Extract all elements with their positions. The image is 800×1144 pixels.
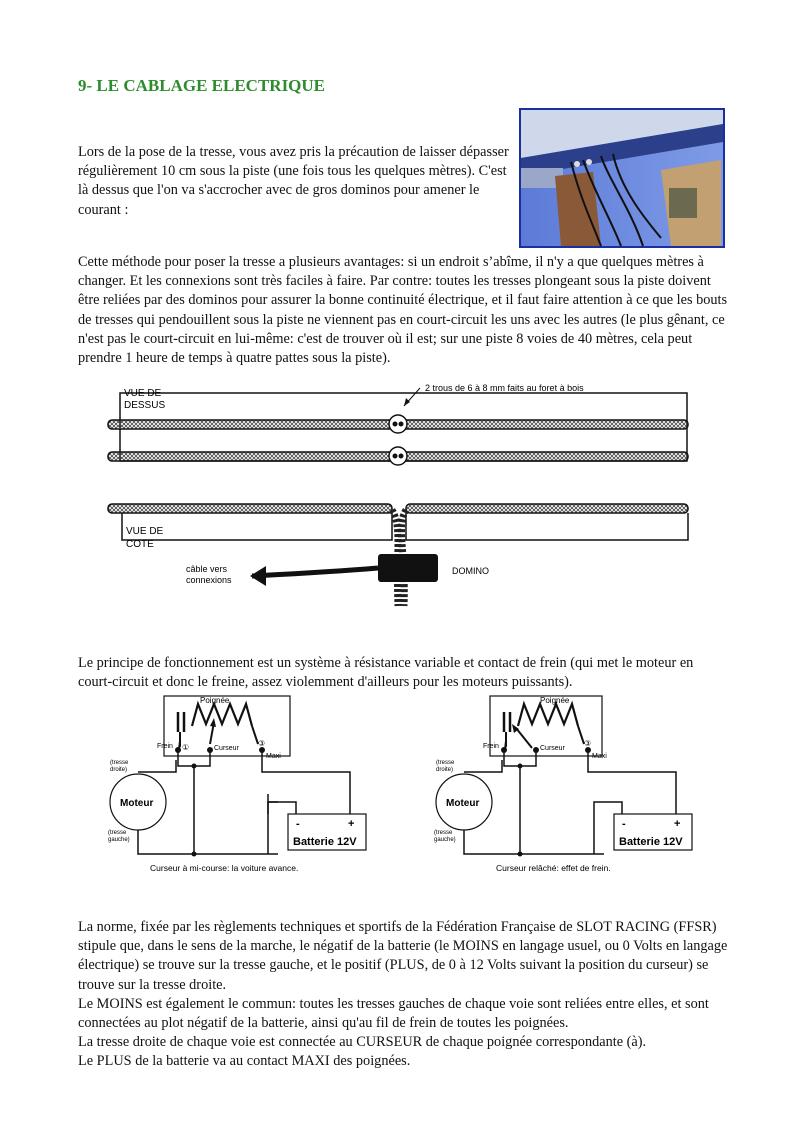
svg-text:Frein: Frein — [157, 743, 173, 750]
svg-text:Curseur: Curseur — [540, 745, 565, 752]
svg-text:(tresse: (tresse — [110, 760, 129, 766]
svg-text:Batterie 12V: Batterie 12V — [293, 836, 357, 848]
svg-text:droite): droite) — [110, 767, 128, 773]
norm-paragraph-3: La tresse droite de chaque voie est connectée au CURSEUR de chaque poignée correspondante (à). — [78, 1034, 647, 1051]
svg-text:(tresse: (tresse — [436, 760, 455, 766]
svg-text:Maxi: Maxi — [266, 753, 281, 760]
svg-text:-: - — [296, 818, 300, 830]
svg-text:gauche): gauche) — [434, 837, 456, 843]
svg-text:droite): droite) — [436, 767, 454, 773]
svg-text:①: ① — [182, 743, 190, 752]
method-paragraph: Cette méthode pour poser la tresse a plusieurs avantages: si un endroit s’abîme, il n'y a que quelques mètres à changer. Et les connexions sont très faciles à faire. Par contre: toutes les tresses plongeant sous la piste doivent être reliées par des dominos pour assurer la bonne continuité électrique, et il faut faire attention à ce que les bouts de tresses qui pendouillent sous la piste ne viennent pas en court-circuit les uns avec les autres (le plus gênant, ce n'est pas le court-circuit en lui-même: c'est de trouver où il est; sur une piste 8 voies de 40 mètres, cela peut prendre 1 heure de temps à quatre pattes sous la piste). — [78, 254, 728, 367]
svg-text:-: - — [622, 818, 626, 830]
svg-text:+: + — [674, 818, 681, 830]
svg-text:gauche): gauche) — [108, 837, 130, 843]
svg-text:(tresse: (tresse — [108, 830, 127, 836]
svg-text:connexions: connexions — [186, 575, 232, 585]
svg-text:Poignée: Poignée — [200, 696, 230, 705]
cable-arrow — [250, 566, 266, 586]
top-view-braid-2 — [108, 447, 688, 465]
domino-label: DOMINO — [452, 566, 489, 576]
svg-text:③: ③ — [584, 739, 592, 748]
svg-text:③: ③ — [258, 739, 266, 748]
domino-block — [378, 554, 438, 582]
svg-text:Poignée: Poignée — [540, 696, 570, 705]
svg-text:câble vers: câble vers — [186, 564, 228, 574]
circuit-caption-1: Curseur à mi-course: la voiture avance. — [150, 863, 299, 873]
circuit-diagram-half — [110, 694, 385, 884]
side-view — [108, 504, 688, 606]
svg-text:Moteur: Moteur — [446, 798, 480, 809]
circuit-caption-2: Curseur relâché: effet de frein. — [496, 863, 611, 873]
svg-text:COTE: COTE — [126, 539, 154, 550]
track-underside-photo — [519, 108, 725, 248]
svg-text:Frein: Frein — [483, 743, 499, 750]
svg-text:Maxi: Maxi — [592, 753, 607, 760]
svg-text:(tresse: (tresse — [434, 830, 453, 836]
svg-text:Curseur: Curseur — [214, 745, 239, 752]
norm-paragraph-2: Le MOINS est également le commun: toutes les tresses gauches de chaque voie sont reliées entre elles, et sont connectées au plot négatif de la batterie, ainsi qu'au fil de frein de toutes les poignées. — [78, 995, 709, 1032]
norm-paragraph-1: La norme, fixée par les règlements techniques et sportifs de la Fédération Française de SLOT RACING (FFSR) stipule que, dans le sens de la marche, le négatif de la batterie (le MOINS en langage usuel, ou 0 Volts en langage électrique) se trouve sur la tresse gauche, et le positif (PLUS, de 0 à 12 Volts suivant la position du curseur) se trouve sur la tresse droite. — [78, 919, 728, 993]
section-title: 9- LE CABLAGE ELECTRIQUE — [78, 76, 326, 95]
svg-text:Moteur: Moteur — [120, 798, 154, 809]
top-view-braid-1 — [108, 415, 688, 433]
svg-text:VUE DE: VUE DE — [126, 526, 164, 537]
svg-text:DESSUS: DESSUS — [124, 400, 166, 411]
intro-paragraph: Lors de la pose de la tresse, vous avez pris la précaution de laisser dépasser régulièrement 10 cm sous la piste (une fois tous les quelques mètres). C'est là dessus que l'on va s'accrocher avec de gros dominos pour amener le courant : — [78, 144, 509, 218]
svg-text:+: + — [348, 818, 355, 830]
principle-paragraph: Le principe de fonctionnement est un système à résistance variable et contact de frein (qui met le moteur en court-circuit et donc le freine, assez violemment d'ailleurs pour les moteurs puissants). — [78, 655, 694, 691]
svg-text:Batterie 12V: Batterie 12V — [619, 836, 683, 848]
track-wiring-diagram — [100, 376, 700, 616]
holes-note: 2 trous de 6 à 8 mm faits au foret à bois — [425, 383, 584, 393]
norm-paragraph-4: Le PLUS de la batterie va au contact MAXI des poignées. — [78, 1053, 411, 1070]
norm-section — [78, 918, 728, 1072]
top-view-label-line1: VUE DE — [124, 388, 162, 399]
circuit-diagram-brake — [436, 694, 711, 884]
